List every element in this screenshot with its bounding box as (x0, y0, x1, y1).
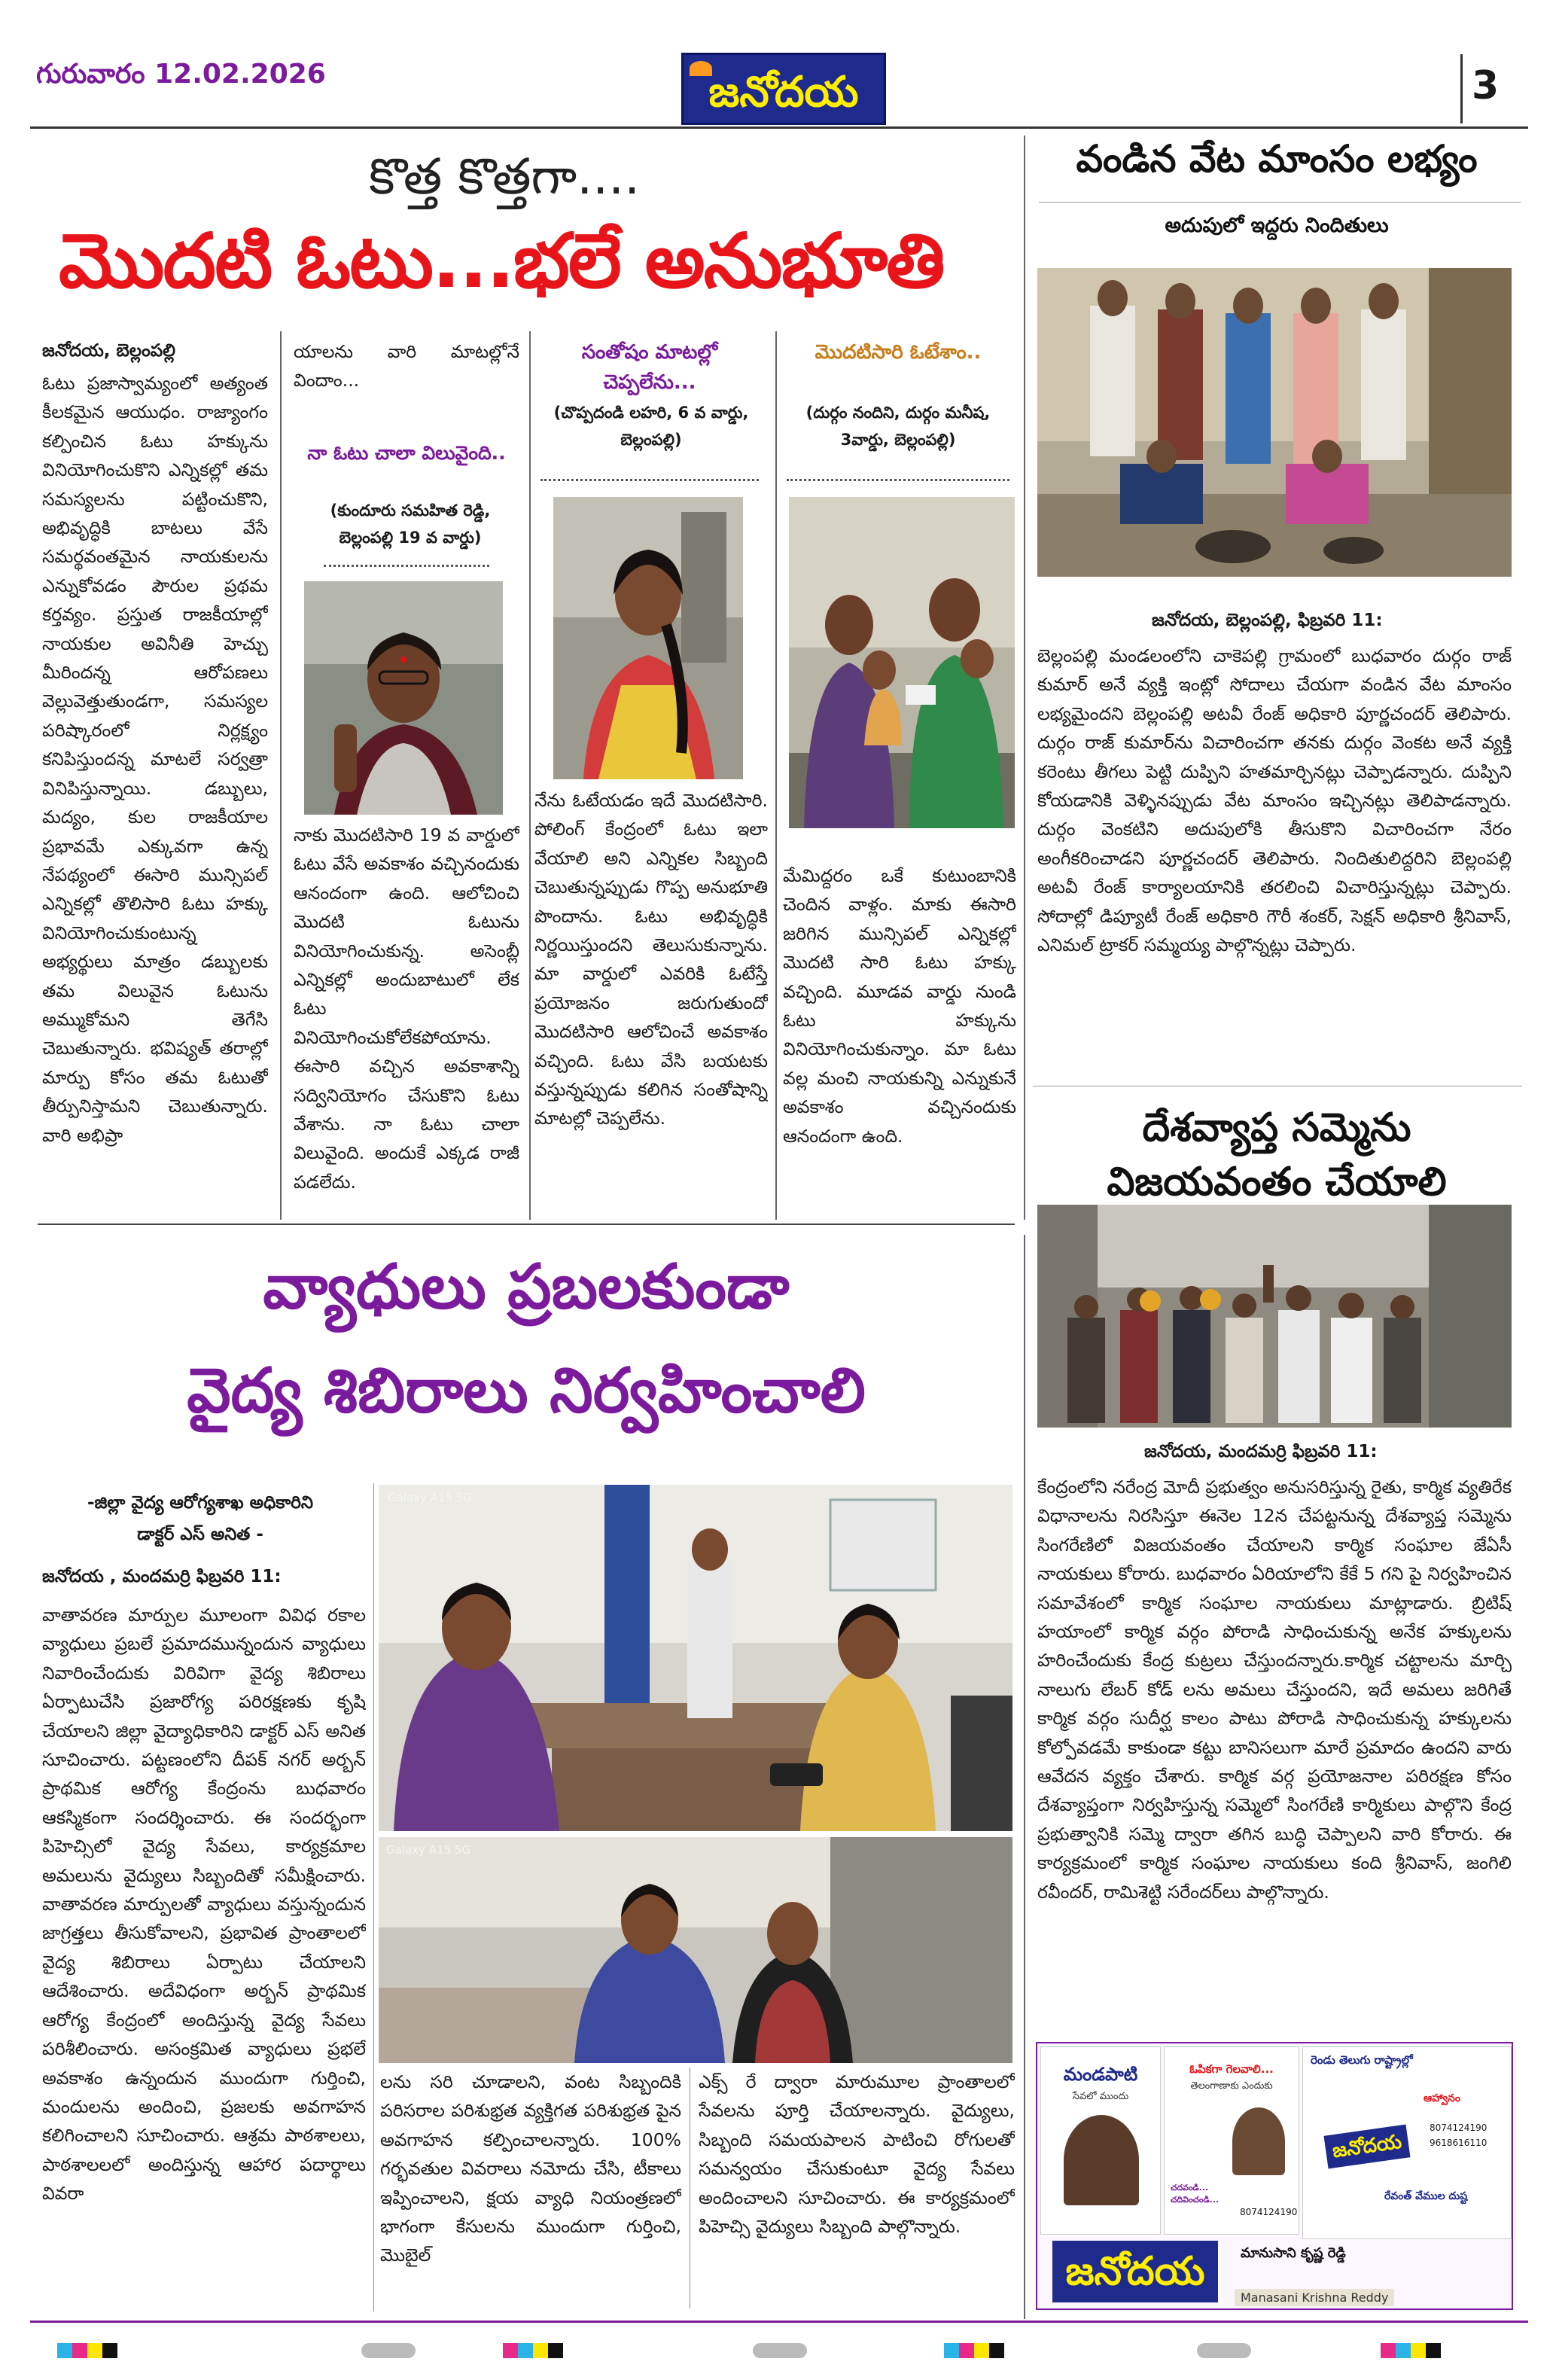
advert-main-logo: జనోదయ (1052, 2241, 1218, 2302)
story1-kicker: కొత్త కొత్తగా.... (369, 148, 641, 206)
story4-headline-line2: వైద్య శిబిరాలు నిర్వహించాలి (187, 1355, 866, 1427)
voter2-photo (553, 497, 743, 779)
story3-headline-line2: విజయవంతం చేయాలి (1107, 1160, 1447, 1205)
voter3-dotted-rule (787, 479, 1009, 481)
voter2-text: నేను ఓటేయడం ఇదే మొదటిసారి. పోలింగ్ కేంద్రంలో ఓటు ఇలా వేయాలి అని ఎన్నికల సిబ్బంది చెబుతున్నప్పుడు గొప్ప అనుభూతి పొందాను. ఓటు అభివృద్ధికి నిర్ణయిస్తుందని తెలుసుకున్నాను. మా వార్డులో ఎవరికి ఓటేస్తే ప్రయోజనం జరుగుతుందో మొదటిసారి ఆలోచించే అవకాశం వచ్చింది. ఓటు వేసి బయటకు వస్తున్నప్పుడు కలిగిన సంతోషాన్ని మాటల్లో చెప్పలేను. (534, 790, 768, 1129)
advert-panel3-phone1: 8074124190 (1430, 2122, 1487, 2133)
story1-dateline: జనోదయ, బెల్లంపల్లి (42, 341, 175, 361)
advert-bottom-name-telugu: మానుసాని కృష్ణ రెడ్డి (1241, 2245, 1346, 2261)
masthead (681, 53, 886, 125)
story1-col-divider-1 (280, 331, 282, 1220)
advert-bottom-name-english: Manasani Krishna Reddy (1235, 2289, 1394, 2306)
advert-panel3-badge: ఆహ్వానం (1424, 2092, 1460, 2104)
voter3-quote: మొదటిసారి ఓటేశాం.. (815, 341, 982, 364)
advert-box (1036, 2042, 1513, 2310)
story3-text: కేంద్రంలోని నరేంద్ర మోదీ ప్రభుత్వం అనుసరిస్తున్న రైతు, కార్మిక వ్యతిరేక విధానాలను నిరసిస్తూ ఈనెల 12న చేపట్టనున్న దేశవ్యాప్త సమ్మెను సింగరేణిలో విజయవంతం చేయాలని కార్మిక సంఘాల జేఏసీ నాయకులు కోరారు. బుధవారం ఏరియాలోని కేకే 5 గని పై నిర్వహించిన సమావేశంలో కార్మిక సంఘాల నాయకులు మాట్లాడారు. బ్రిటిష్ హయాంలో కార్మిక వర్గం పోరాడి సాధించుకున్న అనేక హక్కులను హరించేందుకు కేంద్ర కుట్రలు చేస్తుందన్నారు.కార్మిక చట్టాలను మార్చి నాలుగు లేబర్ కోడ్ లను అమలు చేస్తుందని, ఇదే అమలు జరిగితే కార్మిక వర్గం సుదీర్ఘ కాలం పాటు పోరాడి సాధించుకున్న హక్కులను కోల్పోవడమే కాకుండా కట్టు బానిసలుగా మారే ప్రమాదం ఉందని వారు ఆవేదన వ్యక్తం చేశారు. కార్మిక వర్గ ప్రయోజనాల పరిరక్షణ కోసం దేశవ్యాప్తంగా నిర్వహిస్తున్న సమ్మెలో సింగరేణి కార్మికులు పాల్గొని కేంద్ర ప్రభుత్వానికి సమ్మె ద్వారా తగిన బుద్ధి చెప్పాలని వారి కోరారు. ఈ కార్యక్రమంలో కార్మిక సంఘాల నాయకులు కంది శ్రీనివాస్, జంగిలి రవీందర్, రామిశెట్టి సరేందర్‌లు పాల్గొన్నారు. (1037, 1476, 1512, 1903)
voter2-attribution: (చొప్పదండి లహరి, 6 వ వార్డు, బెల్లంపల్లి) (553, 404, 749, 449)
story3-photo (1037, 1205, 1512, 1428)
footer-gray-pill-3 (1197, 2343, 1251, 2358)
story4-byline2: డాక్టర్ ఎస్ అనిత - (137, 1525, 263, 1544)
advert-panel3-name: రేవంత్ వేముల దుష్ట (1384, 2190, 1468, 2202)
story2-subhead: అదుపులో ఇద్దరు నిందితులు (1165, 214, 1389, 237)
story2-text: బెల్లంపల్లి మండలంలోని చాకెపల్లి గ్రామంలో బుధవారం దుర్గం రాజ్ కుమార్ అనే వ్యక్తి ఇంట్లో సోదాలు చేయగా వండిన వేట మాంసం లభ్యమైందని బెల్లంపల్లి అటవీ రేంజ్ అధికారి పూర్ణచందర్ తెలిపారు. దుర్గం రాజ్ కుమార్‌ను విచారించగా తనకు దుర్గం వెంకట అనే వ్యక్తి కరెంటు తీగలు పెట్టి దుప్పిని హతమార్చినట్లు చెప్పాడన్నారు. దుప్పిని కోయడానికి వెళ్ళినప్పుడు వేట మాంసం ఇచ్చినట్లు తెలిపాడన్నారు. దుర్గం వెంకటిని అదుపులోకి తీసుకొని విచారించగా నేరం అంగీకరించాడని పూర్ణచందర్ తెలిపారు. నిందితులిద్దరిని బెల్లంపల్లి అటవీ రేంజ్ కార్యాలయానికి తరలించి విచారిస్తున్నట్లు చెప్పారు. సోదాల్లో డిప్యూటీ రేంజ్ అధికారి గౌరీ శంకర్, సెక్షన్ అధికారి శ్రీనివాస్, ఎనిమల్ ట్రాకర్ సమ్మయ్య పాల్గొన్నట్లు చెప్పారు. (1037, 645, 1512, 956)
footer-rule (30, 2321, 1528, 2323)
story1-col1: ఓటు ప్రజాస్వామ్యంలో అత్యంత కీలకమైన ఆయుధం. రాజ్యాంగం కల్పించిన ఓటు హక్కును వినియోగించుకొని ఎన్నికల్లో తమ సమస్యలను పట్టించుకొని, అభివృద్ధికి బాటలు వేసే సమర్థవంతమైన నాయకులను ఎన్నుకోవడం పౌరుల ప్రథమ కర్తవ్యం. ప్రస్తుత రాజకీయాల్లో నాయకుల అవినీతి హెచ్చు మీరిందన్న ఆరోపణలు వెల్లువెత్తుతుండగా, సమస్యల పరిష్కారంలో నిర్లక్ష్యం కనిపిస్తుందన్న మాటలే సర్వత్రా వినిపిస్తున్నాయి. డబ్బులు, మద్యం, కుల రాజకీయాల ప్రభావమే ఎక్కువగా ఉన్న నేపథ్యంలో ఈసారి మున్సిపల్ ఎన్నికల్లో తొలిసారి ఓటు హక్కు వినియోగించుకుంటున్న అభ్యర్థులు మాత్రం డబ్బులకు తమ విలువైన ఓటును అమ్ముకోమని తెగేసి చెబుతున్నారు. భవిష్యత్ తరాల్లో మార్పు కోసం తమ ఓటుతో తీర్పునిస్తామని చెబుతున్నారు. వారి అభిప్రా (42, 373, 268, 1146)
voter2-quote: సంతోషం మాటల్లో చెప్పలేను... (581, 341, 718, 394)
advert-panel2-line3: చదవండి... చదివించండి... (1171, 2183, 1220, 2205)
advert-panel2-phone: 8074124190 (1240, 2207, 1298, 2217)
story1-col-divider-2 (529, 331, 531, 1220)
story1-bottom-rule (38, 1224, 1015, 1225)
advert-panel1-title: మండపాటి (1063, 2064, 1138, 2085)
story4-photo-bottom (379, 1837, 1012, 2063)
header-rule (30, 126, 1528, 129)
story4-col-divider-1 (373, 1483, 374, 2311)
footer-color-strip-1 (57, 2343, 117, 2361)
footer-gray-pill-1 (361, 2343, 416, 2358)
advert-panel3-title: రెండు తెలుగు రాష్ట్రాల్లో (1311, 2053, 1413, 2067)
voter3-attribution: (దుర్గం నందిని, దుర్గం మనీష, 3వార్డు, బెల్లంపల్లి) (805, 404, 991, 449)
story4-col3: ఎక్స్ రే ద్వారా మారుమూల ప్రాంతాలలో సేవలను పూర్తి చేయాలన్నారు. వైద్యులు, సిబ్బంది సమయపాలన పాటించి రోగులతో సమన్వయం చేసుకుంటూ వైద్య సేవలు అందించాలని సూచించారు. ఈ కార్యక్రమంలో పిహెచ్సి వైద్యులు సిబ్బంది పాల్గొన్నారు. (699, 2071, 1015, 2238)
voter3-text: మేమిద్దరం ఒకే కుటుంబానికి చెందిన వాళ్లం. మాకు ఈసారి జరిగిన మున్సిపల్ ఎన్నికల్లో మొదటి సారి ఓటు హక్కు వచ్చింది. మూడవ వార్డు నుండి ఓటు హక్కును వినియోగించుకున్నాం. మా ఓటు వల్ల మంచి నాయకున్ని ఎన్నుకునే అవకాశం వచ్చినందుకు ఆనందంగా ఉంది. (783, 865, 1016, 1147)
story4-photo-top-watermark: Galaxy A15 5G (388, 1491, 472, 1504)
story3-dateline: జనోదయ, మందమర్రి ఫిబ్రవరి 11: (1144, 1442, 1378, 1461)
page-number: 3 (1472, 63, 1500, 108)
main-column-divider-bottom (1024, 1235, 1025, 2319)
story4-col2: లను సరి చూడాలని, వంట సిబ్బందికి పరిసరాల పరిశుభ్రత వ్యక్తిగత పరిశుభ్రత పైన అవగాహన కల్పించాలన్నారు. 100% గర్భవతుల వివరాలు నమోదు చేసి, టీకాలు ఇప్పించాలని, క్షయ వ్యాధి నియంత్రణలో భాగంగా కేసులను ముందుగా గుర్తించి, మొబైల్ (380, 2071, 681, 2266)
story4-photo-top (379, 1485, 1012, 1831)
story1-col2-top: యాలను వారి మాటల్లోనే విందాం... (294, 341, 519, 392)
story3-headline-line1: దేశవ్యాప్త సమ్మెను (1142, 1105, 1411, 1150)
story2-headline-rule (1039, 202, 1521, 203)
advert-panel2-portrait (1232, 2107, 1285, 2175)
footer-color-strip-2 (503, 2343, 563, 2361)
voter1-attribution: (కుందూరు సమహిత రెడ్డి, బెల్లంపల్లి 19 వ వార్డు) (330, 501, 491, 547)
advert-panel1-portrait (1064, 2115, 1139, 2205)
advert-panel3-phone2: 9618616110 (1430, 2138, 1487, 2148)
story4-headline-line1: వ్యాధులు ప్రబలకుండా (263, 1251, 790, 1323)
voter2-dotted-rule (540, 479, 759, 481)
advert-panel-3 (1302, 2046, 1512, 2239)
story2-headline: వండిన వేట మాంసం లభ్యం (1076, 137, 1478, 181)
story1-col-divider-3 (775, 331, 777, 1220)
story2-photo (1037, 268, 1512, 577)
footer-color-strip-4 (1381, 2343, 1441, 2361)
main-column-divider-top (1024, 136, 1025, 1220)
footer-gray-pill-2 (753, 2343, 807, 2358)
story4-byline1: -జిల్లా వైద్య ఆరోగ్యశాఖ అధికారిని (87, 1493, 314, 1513)
header-divider (1460, 54, 1463, 123)
story4-col1: వాతావరణ మార్పుల మూలంగా వివిధ రకాల వ్యాధులు ప్రబలే ప్రమాదమున్నందున వ్యాధులు నివారించేందుకు విరివిగా వైద్య శిబిరాలు ఏర్పాటుచేసి ప్రజారోగ్య పరిరక్షణకు కృషి చేయాలని జిల్లా వైద్యాధికారిని డాక్టర్ ఎస్ అనిత సూచించారు. పట్టణంలోని దీపక్ నగర్ అర్బన్ ప్రాథమిక ఆరోగ్య కేంద్రంను బుధవారం ఆకస్మికంగా సందర్శించారు. ఈ సందర్భంగా పిహెచ్సిలో వైద్య సేవలు, కార్యక్రమాల అమలును వైద్యులు సిబ్బందితో సమీక్షించారు. వాతావరణ మార్పులతో వ్యాధులు వస్తున్నందున జాగ్రత్తలు తీసుకోవాలని, ప్రభావిత ప్రాంతాలలో వైద్య శిబిరాలు ఏర్పాటు చేయాలని ఆదేశించారు. అదేవిధంగా అర్బన్ ప్రాథమిక ఆరోగ్య కేంద్రంలో అందిస్తున్న వైద్య సేవలు పరిశీలించారు. అసంక్రమిత వ్యాధులు ప్రభలే అవకాశం ఉన్నందున ముందుగా గుర్తించి, మందులను అందించి, ప్రజలకు అవగాహన కలిగించాలని సూచించారు. ఆశ్రమ పాఠశాలలు, పాఠశాలలలో అందిస్తున్న ఆహార పదార్థాలు వివరా (42, 1604, 366, 2205)
advert-panel3-logo: జనోదయ (1323, 2125, 1410, 2169)
story1-headline: మొదటి ఓటు...భలే అనుభూతి (59, 217, 944, 305)
voter1-dotted-rule (324, 565, 489, 567)
story2-dateline: జనోదయ, బెల్లంపల్లి, ఫిబ్రవరి 11: (1152, 611, 1383, 630)
advert-panel-1 (1040, 2046, 1161, 2235)
story4-dateline: జనోదయ , మందమర్రి ఫిబ్రవరి 11: (42, 1567, 282, 1586)
advert-panel2-line1: ఓపికగా గెలవాలి... (1189, 2062, 1274, 2076)
footer-color-strip-3 (944, 2343, 1004, 2361)
voter1-text: నాకు మొదటిసారి 19 వ వార్డులో ఓటు వేసే అవకాశం వచ్చినందుకు ఆనందంగా ఉంది. ఆలోచించి మొదటి ఓటును వినియోగించుకున్న. అసెంబ్లీ ఎన్నికల్లో అందుబాటులో లేక ఓటు వినియోగించుకోలేకపోయాను. ఈసారి వచ్చిన అవకాశాన్ని సద్వినియోగం చేసుకొని ఓటు వేశాను. నా ఓటు చాలా విలువైంది. అందుకే ఎక్కడ రాజీ పడలేదు. (294, 824, 519, 1193)
advert-panel2-line2: తెలంగాణాకు ఎందుకు (1190, 2080, 1273, 2092)
voter1-photo (304, 581, 503, 815)
masthead-title: జనోదయ (708, 68, 859, 117)
voter1-quote: నా ఓటు చాలా విలువైంది.. (307, 442, 506, 464)
story4-photo-bottom-watermark: Galaxy A15 5G (386, 1843, 470, 1857)
advert-panel-2 (1164, 2046, 1299, 2235)
header-date: గురువారం 12.02.2026 (36, 59, 326, 90)
voter3-photo (789, 497, 1015, 828)
advert-panel1-sub: సేవలో ముందు (1072, 2091, 1129, 2102)
